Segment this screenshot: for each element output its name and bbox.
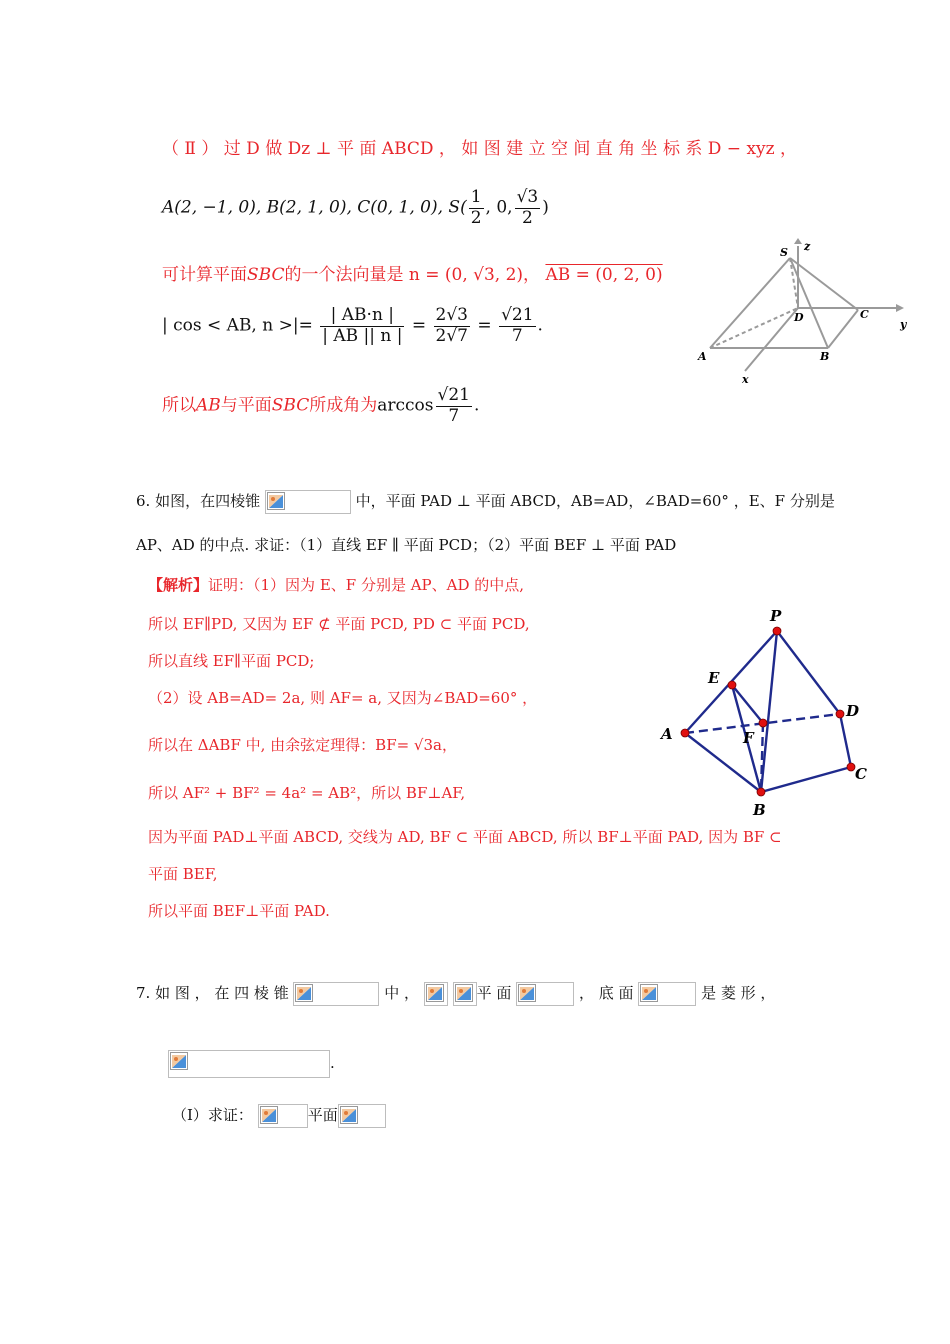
image-placeholder-icon xyxy=(295,984,313,1002)
image-placeholder-icon xyxy=(640,984,658,1002)
label-S: S xyxy=(780,246,788,259)
image-placeholder-icon xyxy=(340,1106,358,1124)
point-coordinates: A(2, −1, 0), B(2, 1, 0), C(0, 1, 0), S( $\frac{1}{2}$ , 0, $\frac{√3}{2}$ ) xyxy=(162,187,549,228)
q6-solution-line: 所以 AF² + BF² = 4a² = AB²，所以 BF⊥AF, xyxy=(148,784,466,802)
q6-solution-line: 所以平面 BEF⊥平面 PAD. xyxy=(148,902,330,920)
image-placeholder-icon xyxy=(260,1106,278,1124)
q7-statement-line2: . xyxy=(168,1050,335,1078)
broken-image xyxy=(293,982,379,1006)
cosine-formula: | cos < AB, n >|= $\frac{| AB\cdot n |}{| AB || n |}$ = $\frac{2√3}{2√7}$ = $\frac{√21}{7}$ . xyxy=(162,305,543,346)
broken-image xyxy=(453,982,477,1006)
image-placeholder-icon xyxy=(426,984,444,1002)
image-placeholder-icon xyxy=(267,492,285,510)
q6-statement-line2: AP、AD 的中点. 求证：（1）直线 EF ∥ 平面 PCD；（2）平面 BEF ⊥ 平面 PAD xyxy=(136,536,677,554)
label-D: D xyxy=(794,311,804,324)
label-C: C xyxy=(860,308,869,321)
label-B: B xyxy=(753,801,766,819)
pyramid-coordinate-figure xyxy=(690,238,920,388)
part2-intro: （ Ⅱ ） 过 D 做 Dz ⊥ 平 面 ABCD ， 如 图 建 立 空 间 直 角 坐 标 系 D − xyz ， xyxy=(162,139,798,159)
label-D: D xyxy=(846,702,860,720)
image-placeholder-icon xyxy=(518,984,536,1002)
broken-image xyxy=(168,1050,330,1078)
image-placeholder-icon xyxy=(170,1052,188,1070)
q6-solution-line: 所以 EF∥PD, 又因为 EF ⊄ 平面 PCD, PD ⊂ 平面 PCD, xyxy=(148,615,530,633)
broken-image xyxy=(258,1104,308,1128)
broken-image xyxy=(338,1104,386,1128)
label-A: A xyxy=(661,725,673,743)
q6-solution-line: 【解析】证明：（1）因为 E、F 分别是 AP、AD 的中点, xyxy=(148,576,525,594)
q7-part1: （Ⅰ）求证： 平面 xyxy=(172,1104,386,1128)
broken-image xyxy=(516,982,574,1006)
label-C: C xyxy=(855,765,867,783)
q6-solution-line: 所以直线 EF∥平面 PCD; xyxy=(148,652,315,670)
x-axis xyxy=(745,308,798,371)
broken-image xyxy=(424,982,448,1006)
label-B: B xyxy=(820,350,830,363)
label-x: x xyxy=(742,373,749,386)
label-z: z xyxy=(804,240,811,253)
image-placeholder-icon xyxy=(455,984,473,1002)
label-P: P xyxy=(770,607,782,625)
label-E: E xyxy=(708,669,720,687)
normal-vector-line: 可计算平面SBC的一个法向量是 n = (0, √3, 2)， AB = (0, 2, 0) xyxy=(162,265,663,285)
q6-statement-line1: 6. 如图，在四棱锥 中，平面 PAD ⊥ 平面 ABCD，AB=AD，∠BAD=60° ，E、F 分别是 xyxy=(136,490,835,514)
part2-answer: 所以AB与平面SBC所成角为arccos $\frac{√21}{7}$ . xyxy=(162,385,480,426)
broken-image xyxy=(265,490,351,514)
q6-solution-line: 因为平面 PAD⊥平面 ABCD, 交线为 AD, BF ⊂ 平面 ABCD, 所以 BF⊥平面 PAD, 因为 BF ⊂ xyxy=(148,828,782,846)
label-F: F xyxy=(743,729,754,747)
broken-image xyxy=(638,982,696,1006)
label-A: A xyxy=(698,350,707,363)
q7-statement-line1: 7. 如 图 ， 在 四 棱 锥 中 ， 平 面 ， 底 面 是 菱 形 ， xyxy=(136,982,775,1006)
q6-solution-line: 平面 BEF, xyxy=(148,865,218,883)
pyramid-pabcd-figure xyxy=(655,605,880,820)
q6-solution-line: 所以在 ΔABF 中, 由余弦定理得：BF= √3a， xyxy=(148,736,457,754)
label-y: y xyxy=(900,318,907,331)
q6-solution-line: （2）设 AB=AD= 2a, 则 AF= a, 又因为∠BAD=60° ， xyxy=(148,689,538,707)
